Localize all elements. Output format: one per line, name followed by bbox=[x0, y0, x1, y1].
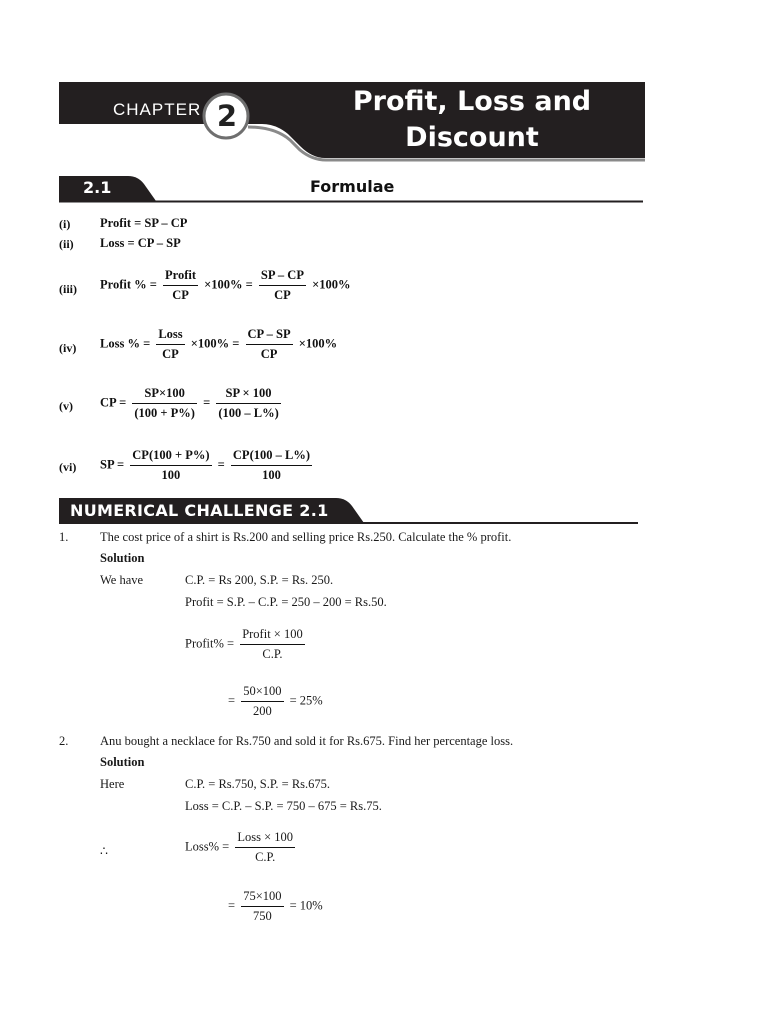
formula-profit: Profit = SP – CP bbox=[100, 216, 188, 230]
calculation bbox=[228, 889, 323, 924]
fraction-numerator: 50×100 bbox=[241, 684, 283, 702]
formula-selling-price bbox=[100, 448, 315, 483]
formula-mid: = bbox=[203, 395, 211, 410]
percent-formula bbox=[185, 627, 308, 662]
fraction-numerator: Profit bbox=[163, 268, 198, 286]
percent-lhs: Profit% = bbox=[185, 636, 235, 651]
solution-intro: Here bbox=[100, 777, 125, 791]
fraction-numerator: SP – CP bbox=[259, 268, 306, 286]
formula-label: (vi) bbox=[59, 460, 77, 474]
challenge-title: NUMERICAL CHALLENGE 2.1 bbox=[70, 501, 329, 520]
calc-eq: = bbox=[228, 693, 236, 708]
fraction-denominator: 100 bbox=[161, 468, 181, 482]
formula-cost-price bbox=[100, 386, 284, 421]
formula-label: (iii) bbox=[59, 282, 77, 296]
fraction bbox=[241, 684, 283, 719]
fraction bbox=[235, 830, 295, 865]
formula-label: (v) bbox=[59, 399, 73, 413]
chapter-title-line2: Discount bbox=[405, 122, 539, 153]
chapter-label: CHAPTER bbox=[113, 100, 202, 119]
fraction bbox=[259, 268, 306, 303]
fraction-denominator: CP bbox=[172, 288, 189, 302]
fraction-numerator: CP(100 + P%) bbox=[130, 448, 211, 466]
calc-eq: = bbox=[228, 898, 236, 913]
fraction bbox=[246, 327, 293, 362]
section-number: 2.1 bbox=[83, 178, 112, 197]
fraction-numerator: Profit × 100 bbox=[240, 627, 305, 645]
solution-line: Loss = C.P. – S.P. = 750 – 675 = Rs.75. bbox=[185, 799, 382, 813]
fraction-numerator: 75×100 bbox=[241, 889, 283, 907]
fraction-denominator: 750 bbox=[252, 909, 272, 923]
formula-label: (ii) bbox=[59, 237, 74, 251]
formula-loss: Loss = CP – SP bbox=[100, 236, 181, 250]
formula-lhs: Loss % = bbox=[100, 336, 151, 351]
fraction-denominator: CP bbox=[260, 347, 278, 361]
formula-mid: ×100% = bbox=[190, 336, 240, 351]
fraction-denominator: (100 + P%) bbox=[134, 406, 195, 420]
fraction-numerator: SP×100 bbox=[132, 386, 197, 404]
solution-label: Solution bbox=[100, 755, 145, 769]
fraction bbox=[156, 327, 184, 362]
formula-lhs: Profit % = bbox=[100, 277, 157, 292]
formula-mid: = bbox=[217, 457, 225, 472]
fraction bbox=[216, 386, 280, 421]
chapter-title bbox=[322, 84, 622, 156]
fraction-numerator: Loss bbox=[156, 327, 184, 345]
fraction-denominator: CP bbox=[162, 347, 179, 361]
solution-intro: We have bbox=[100, 573, 144, 587]
solution-label: Solution bbox=[100, 551, 145, 565]
fraction-denominator: C.P. bbox=[262, 647, 283, 661]
formula-mid: ×100% = bbox=[204, 277, 253, 292]
fraction-numerator: SP × 100 bbox=[216, 386, 280, 404]
formula-lhs: SP = bbox=[100, 457, 125, 472]
therefore-symbol: ∴ bbox=[100, 844, 108, 858]
fraction-denominator: (100 – L%) bbox=[218, 406, 279, 420]
problem-number: 1. bbox=[59, 530, 69, 544]
formula-loss-percent bbox=[100, 327, 337, 362]
fraction bbox=[163, 268, 198, 303]
formula-tail: ×100% bbox=[298, 336, 338, 351]
section-title: Formulae bbox=[310, 177, 395, 196]
problem-question: Anu bought a necklace for Rs.750 and sold it for Rs.675. Find her percentage loss. bbox=[100, 734, 514, 748]
formula-label: (iv) bbox=[59, 341, 77, 355]
percent-formula bbox=[185, 830, 298, 865]
fraction-denominator: 200 bbox=[252, 704, 272, 718]
chapter-title-line1: Profit, Loss and bbox=[352, 86, 592, 117]
fraction-denominator: CP bbox=[274, 288, 291, 302]
calculation bbox=[228, 684, 323, 719]
formula-tail: ×100% bbox=[312, 277, 351, 292]
calc-result: = 10% bbox=[289, 898, 323, 913]
fraction-numerator: CP – SP bbox=[246, 327, 293, 345]
fraction bbox=[240, 627, 305, 662]
fraction-numerator: Loss × 100 bbox=[235, 830, 295, 848]
formula-label: (i) bbox=[59, 217, 71, 231]
fraction-denominator: 100 bbox=[262, 468, 281, 482]
solution-line: C.P. = Rs.750, S.P. = Rs.675. bbox=[185, 777, 331, 791]
fraction-denominator: C.P. bbox=[255, 850, 276, 864]
fraction bbox=[132, 386, 197, 421]
solution-line: C.P. = Rs 200, S.P. = Rs. 250. bbox=[185, 573, 334, 587]
calc-result: = 25% bbox=[289, 693, 323, 708]
problem-number: 2. bbox=[59, 734, 69, 748]
solution-line: Profit = S.P. – C.P. = 250 – 200 = Rs.50. bbox=[185, 595, 387, 609]
problem-question: The cost price of a shirt is Rs.200 and selling price Rs.250. Calculate the % profit. bbox=[100, 530, 512, 544]
formula-profit-percent bbox=[100, 268, 350, 303]
fraction bbox=[130, 448, 211, 483]
fraction bbox=[241, 889, 283, 924]
formula-lhs: CP = bbox=[100, 395, 127, 410]
fraction bbox=[231, 448, 312, 483]
chapter-number: 2 bbox=[216, 99, 238, 133]
percent-lhs: Loss% = bbox=[185, 839, 230, 854]
fraction-numerator: CP(100 – L%) bbox=[231, 448, 312, 466]
